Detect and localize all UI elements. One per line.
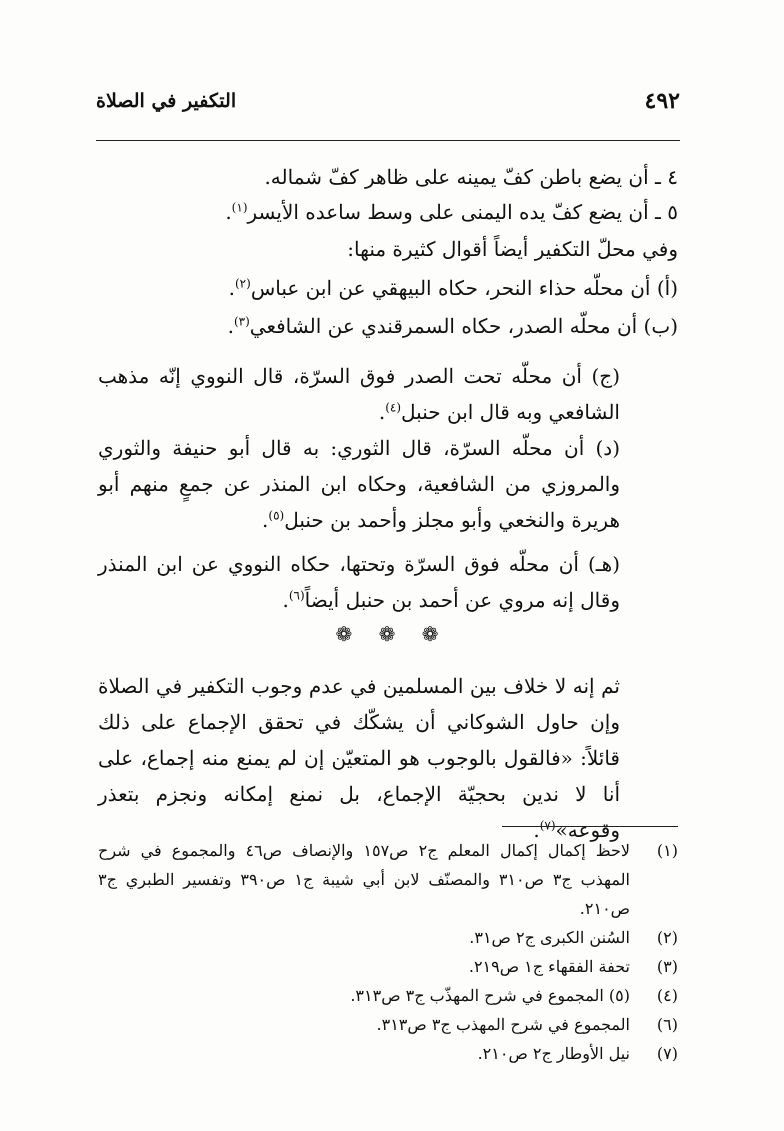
footnote-3	[98, 952, 678, 981]
footnote-2	[98, 923, 678, 952]
opinion-a: (أ) أن محلّه حذاء النحر، حكاه البيهقي عن ابن عباس$^{(٢)}$.	[228, 276, 678, 300]
footnote-text: تحفة الفقهاء ج١ ص٢١٩.	[468, 957, 630, 976]
section-ornaments: ❁ ❁ ❁	[335, 622, 449, 646]
footnote-6	[98, 1010, 678, 1039]
item-5: ٥ ـ أن يضع كفّ يده اليمنى على وسط ساعده الأيسر$^{(١)}$.	[225, 200, 678, 224]
footnotes	[98, 836, 678, 1068]
footnote-text: المجموع في شرح المهذب ج٣ ص٣١٣.	[376, 1015, 630, 1034]
intro-line: وفي محلّ التكفير أيضاً أقوال كثيرة منها:	[347, 237, 678, 261]
header-rule	[96, 140, 680, 141]
footnote-rule	[502, 826, 678, 827]
footnote-ref-7[interactable]: (٧)	[539, 818, 556, 833]
footnote-4-5	[98, 981, 678, 1010]
footnote-text: نيل الأوطار ج٢ ص٢١٠.	[477, 1044, 630, 1063]
footnote-ref-3[interactable]: (٣)	[233, 314, 250, 329]
opinion-h: (هـ) أن محلّه فوق السرّة وتحتها، حكاه النووي عن ابن المنذر وقال إنه مروي عن أحمد بن حنبل أيضاً$^{(٦)}$.	[98, 552, 620, 612]
footnote-text: (٥) المجموع في شرح المهذّب ج٣ ص٣١٣.	[350, 986, 630, 1005]
footnote-mark: (٣)	[656, 957, 678, 976]
footnote-mark: (٤)	[656, 986, 678, 1005]
main-paragraph: ثم إنه لا خلاف بين المسلمين في عدم وجوب التكفير في الصلاة وإن حاول الشوكاني أن يشكّك في تحقق الإجماع على ذلك قائلاً: «فالقول بالوجوب هو المتعيّن إن لم يمنع منه إجماع، على أنا لا ندين بحجيّة الإجماع، بل نمنع إمكانه ونجزم بتعذر وقوعه»$^{(٧)}$.	[98, 674, 620, 842]
page-header	[96, 88, 680, 122]
footnote-ref-4[interactable]: (٤)	[385, 400, 402, 415]
footnote-7	[98, 1039, 678, 1068]
running-title: التكفير في الصلاة	[96, 90, 237, 112]
opinion-b: (ب) أن محلّه الصدر، حكاه السمرقندي عن الشافعي$^{(٣)}$.	[227, 314, 678, 338]
footnote-ref-2[interactable]: (٢)	[234, 276, 251, 291]
footnote-text: لاحظ إكمال إكمال المعلم ج٢ ص١٥٧ والإنصاف ص٤٦ والمجموع في شرح المهذب ج٣ ص٣١٠ والمصنّف لابن أبي شيبة ج١ ص٣٩٠ وتفسير الطبري ج٣ ص٢١٠.	[98, 841, 631, 918]
footnote-text: السُنن الكبرى ج٢ ص٣١.	[469, 928, 630, 947]
footnote-mark: (٢)	[656, 928, 678, 947]
footnote-mark: (١)	[656, 841, 678, 860]
footnote-ref-1[interactable]: (١)	[231, 200, 248, 215]
item-4: ٤ ـ أن يضع باطن كفّ يمينه على ظاهر كفّ شماله.	[264, 165, 678, 189]
opinion-d: (د) أن محلّه السرّة، قال الثوري: به قال أبو حنيفة والثوري والمروزي من الشافعية، وحكاه ابن المنذر عن جمعٍ منهم أبو هريرة والنخعي وأبو مجلز وأحمد بن حنبل$^{(٥)}$.	[98, 436, 621, 532]
footnote-mark: (٧)	[656, 1044, 678, 1063]
footnote-mark: (٦)	[656, 1015, 678, 1034]
footnote-1	[98, 836, 678, 923]
opinion-c: (ج) أن محلّه تحت الصدر فوق السرّة، قال النووي إنّه مذهب الشافعي وبه قال ابن حنبل$^{(٤)}$.	[98, 364, 620, 424]
footnote-ref-5[interactable]: (٥)	[268, 508, 285, 523]
footnote-ref-6[interactable]: (٦)	[288, 588, 305, 603]
page-number: ٤٩٢	[644, 88, 680, 114]
